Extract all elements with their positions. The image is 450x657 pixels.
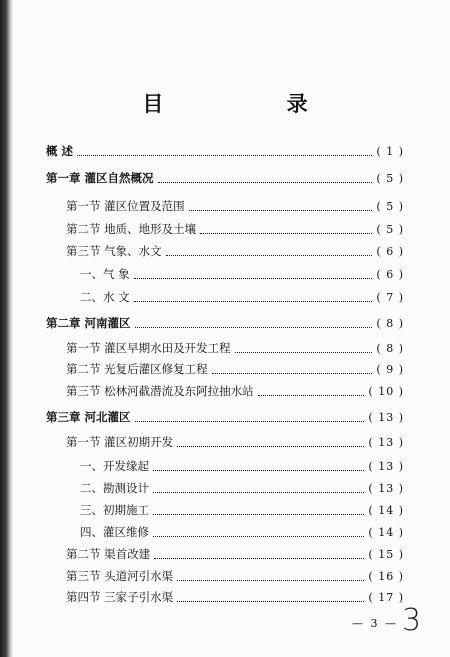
toc-entry-label: 第二章 河南灌区 [46, 316, 131, 330]
toc-subsection[interactable] [80, 287, 404, 307]
toc-entry-label: 概 述 [46, 144, 74, 158]
toc-entry-page: ( 6 ) [376, 267, 404, 281]
toc-section[interactable] [66, 381, 404, 401]
toc-subsection[interactable] [80, 522, 404, 542]
dot-leader [135, 420, 365, 422]
dot-leader [153, 491, 364, 493]
toc-entry-page: ( 1 ) [376, 144, 404, 158]
dot-leader [177, 445, 364, 447]
toc-entry-page: ( 17 ) [368, 590, 404, 604]
toc-entry-page: ( 14 ) [368, 525, 404, 539]
toc-entry-label: 第二节 渠首改建 [66, 547, 151, 561]
dot-leader [134, 300, 373, 302]
toc-entry-page: ( 13 ) [368, 459, 404, 473]
toc-entry-page: ( 10 ) [368, 384, 404, 398]
toc-entry-label: 第四节 三家子引水渠 [66, 590, 174, 604]
toc-entry-label: 第三节 松林河截潜流及东阿拉抽水站 [66, 384, 254, 398]
toc-entry-page: ( 8 ) [376, 341, 404, 355]
toc-entry-page: ( 5 ) [376, 171, 404, 185]
toc-section[interactable] [66, 587, 404, 607]
dot-leader [158, 181, 373, 183]
dot-leader [154, 557, 364, 559]
toc-entry-label: 第二节 地质、地形及土壤 [66, 222, 197, 236]
toc-entry-label: 一、气 象 [80, 267, 130, 281]
toc-entry-label: 第三章 河北灌区 [46, 410, 131, 424]
toc-section[interactable] [66, 338, 404, 358]
toc-section[interactable] [66, 196, 404, 216]
toc-entry-label: 二、水 文 [80, 290, 130, 304]
dot-leader [166, 254, 373, 256]
dot-leader [177, 600, 364, 602]
toc-entry-label: 二、勘测设计 [80, 481, 149, 495]
dot-leader [77, 154, 372, 156]
page-title: 目 录 [142, 91, 366, 116]
toc-entry-page: ( 9 ) [376, 362, 404, 376]
toc-entry-page: ( 5 ) [376, 199, 404, 213]
dot-leader [212, 372, 373, 374]
dot-leader [258, 394, 365, 396]
toc-section[interactable] [66, 566, 404, 586]
toc-entry-label: 第二节 光复后灌区修复工程 [66, 362, 208, 376]
toc-entry-label: 第一节 灌区位置及范围 [66, 199, 185, 213]
toc-section[interactable] [66, 219, 404, 239]
dot-leader [189, 209, 373, 211]
toc-entry-page: ( 13 ) [368, 435, 404, 449]
toc-entry-label: 四、灌区维修 [80, 525, 149, 539]
toc-entry-page: ( 15 ) [368, 547, 404, 561]
toc-entry-label: 第一节 灌区初期开发 [66, 435, 174, 449]
toc-entry-label: 一、开发缘起 [80, 459, 149, 473]
toc-entry-page: ( 8 ) [376, 316, 404, 330]
toc-section[interactable] [66, 359, 404, 379]
toc-entry-page: ( 14 ) [368, 503, 404, 517]
page-number: — 3 — [352, 617, 398, 630]
dot-leader [135, 326, 373, 328]
toc-entry-page: ( 6 ) [376, 244, 404, 258]
toc-subsection[interactable] [80, 500, 404, 520]
toc-chapter[interactable] [46, 313, 404, 333]
toc-entry-label: 第三节 气象、水文 [66, 244, 162, 258]
toc-chapter[interactable] [46, 168, 404, 188]
handwritten-page-mark: 3 [402, 603, 422, 638]
toc-entry-page: ( 13 ) [368, 481, 404, 495]
dot-leader [177, 579, 364, 581]
toc-section[interactable] [66, 241, 404, 261]
toc-entry-label: 第三节 头道河引水渠 [66, 569, 174, 583]
toc-subsection[interactable] [80, 264, 404, 284]
toc-entry-page: ( 7 ) [376, 290, 404, 304]
dot-leader [153, 469, 364, 471]
toc-entry-label: 第一节 灌区早期水田及开发工程 [66, 341, 231, 355]
dot-leader [153, 513, 364, 515]
toc-section[interactable] [66, 544, 404, 564]
dot-leader [153, 535, 364, 537]
toc-entry-label: 三、初期施工 [80, 503, 149, 517]
dot-leader [235, 351, 373, 353]
dot-leader [200, 232, 372, 234]
dot-leader [134, 277, 373, 279]
toc-entry-page: ( 13 ) [368, 410, 404, 424]
toc-subsection[interactable] [80, 478, 404, 498]
toc-entry-page: ( 16 ) [368, 569, 404, 583]
toc-entry-page: ( 5 ) [376, 222, 404, 236]
toc-chapter[interactable] [46, 407, 404, 427]
toc-entry-label: 第一章 灌区自然概况 [46, 171, 154, 185]
toc-entry[interactable] [46, 141, 404, 161]
toc-subsection[interactable] [80, 456, 404, 476]
toc-section[interactable] [66, 432, 404, 452]
